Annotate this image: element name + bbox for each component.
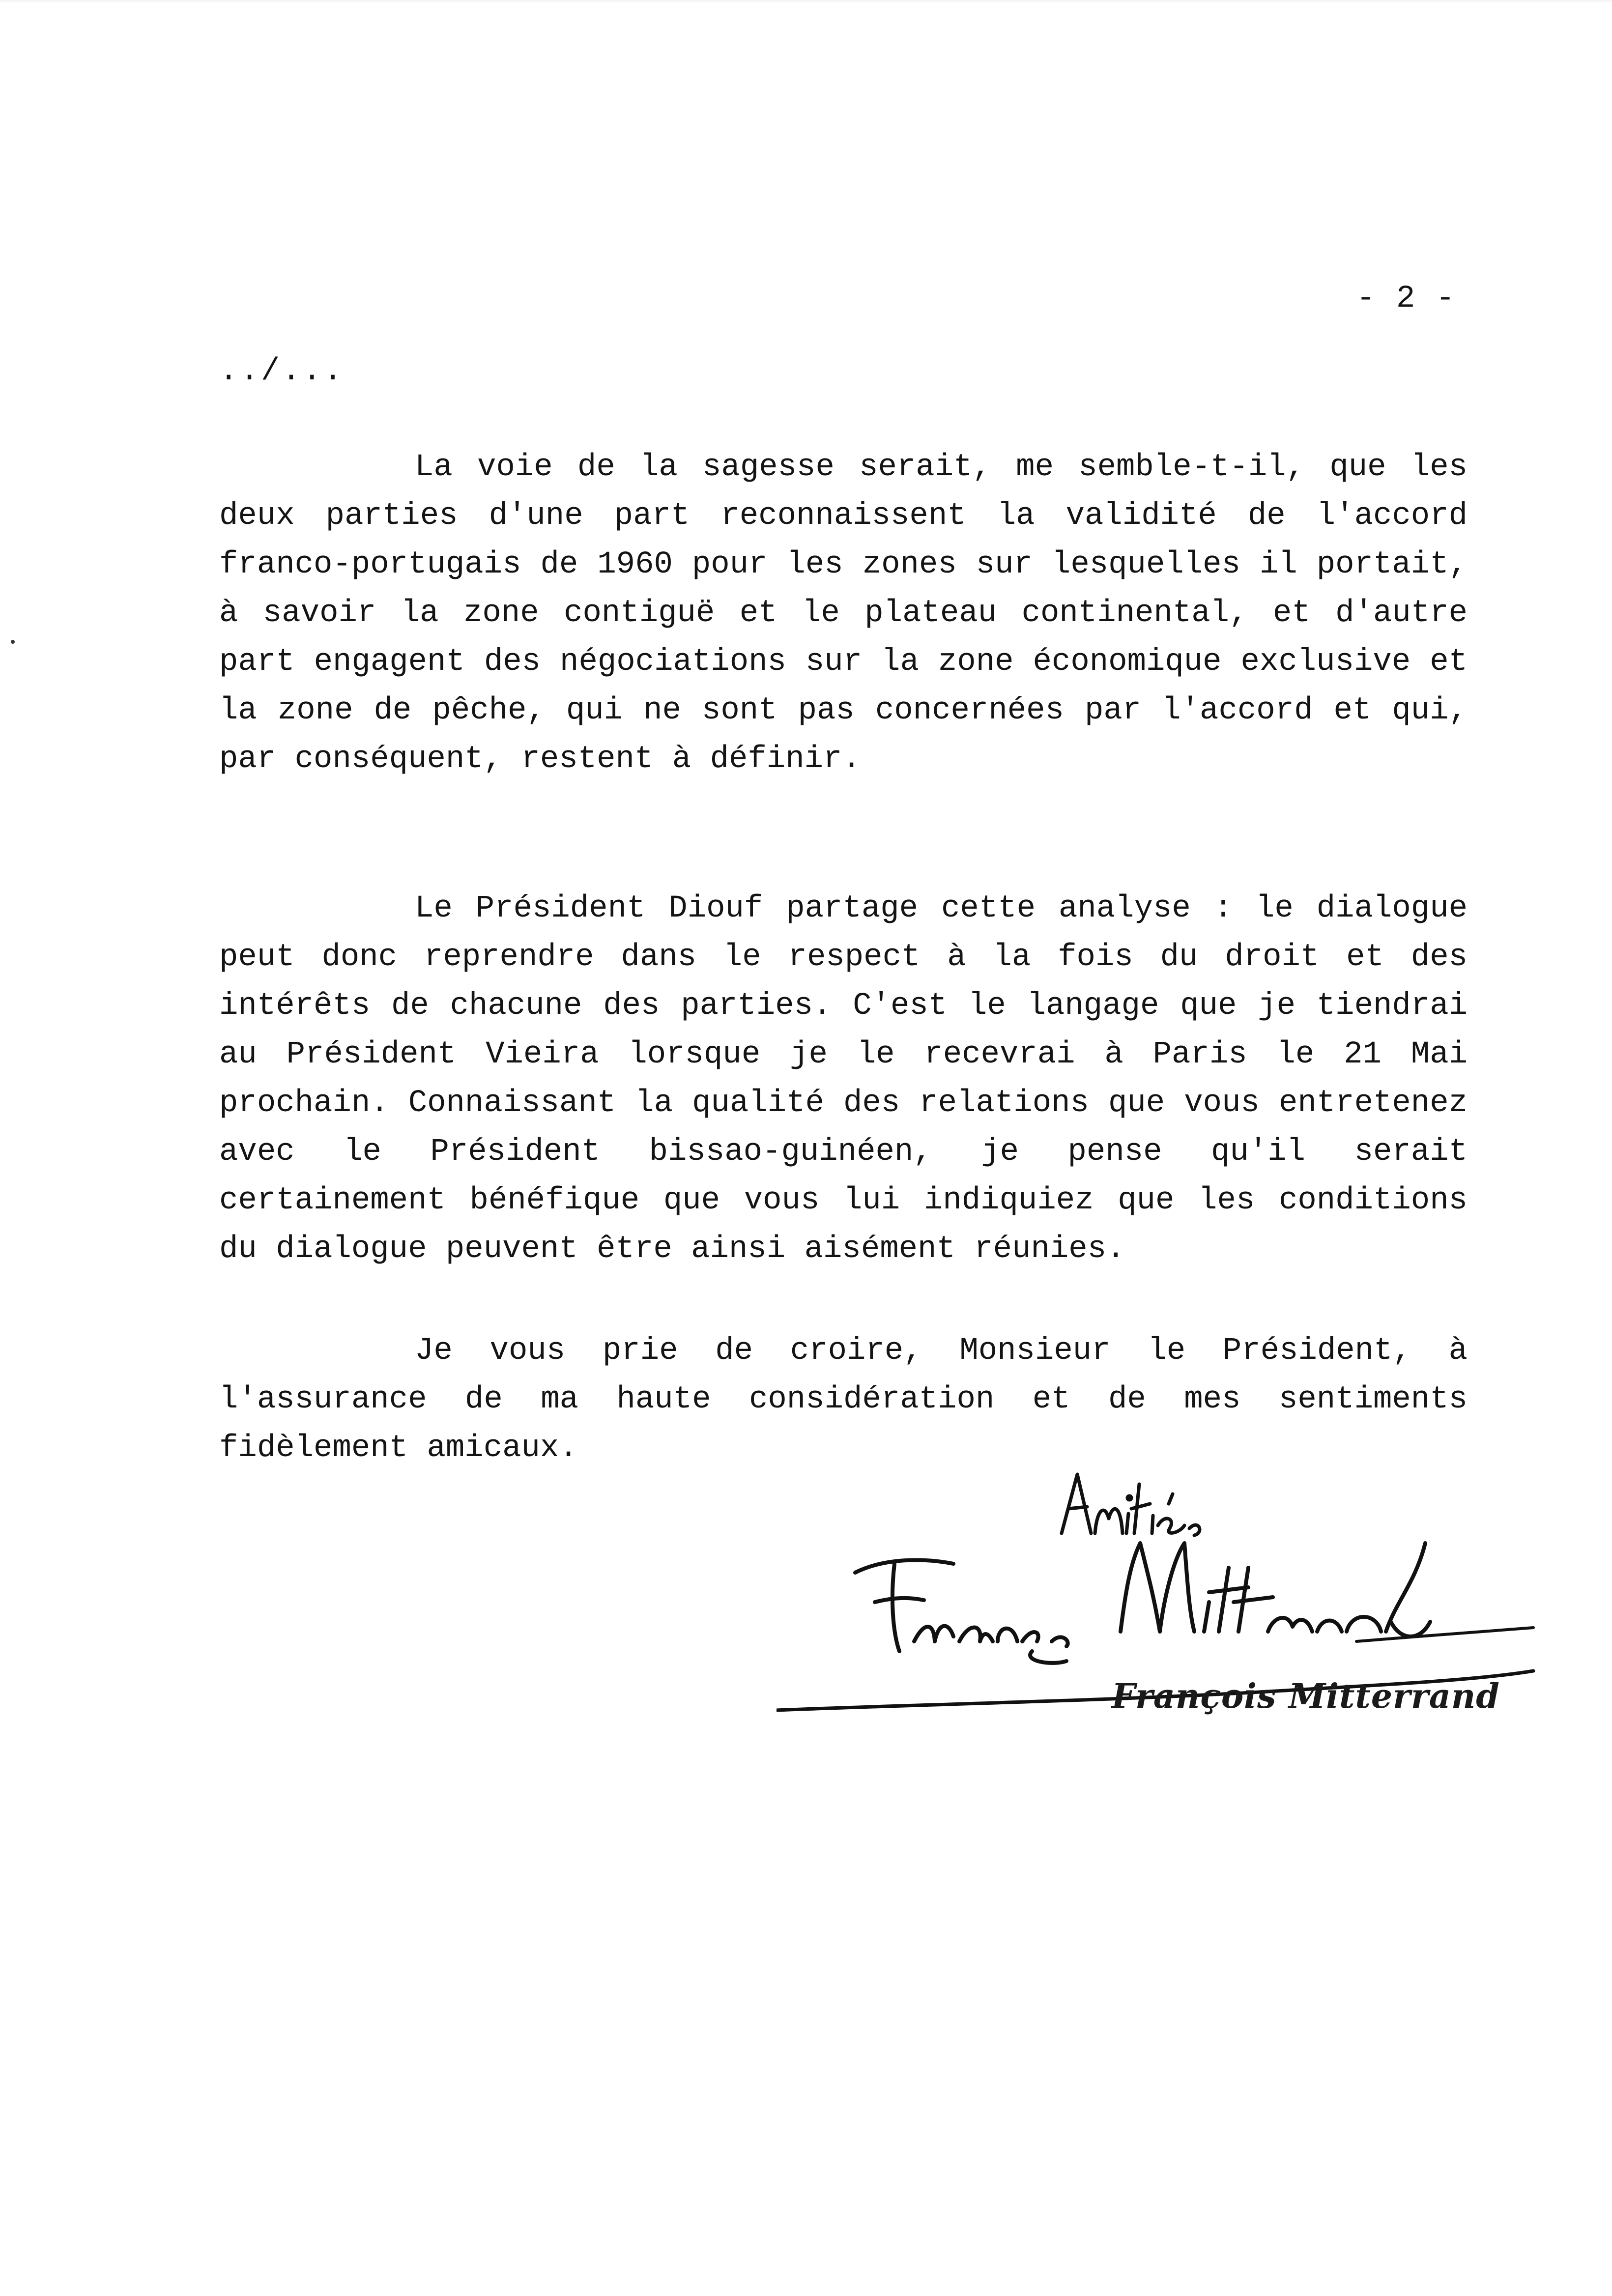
handwritten-greeting bbox=[1062, 1474, 1200, 1535]
signature-scribble bbox=[855, 1543, 1430, 1663]
typed-signature-name: François Mitterrand bbox=[1112, 1677, 1500, 1716]
continuation-marker: ../... bbox=[219, 354, 345, 389]
paragraph-closing: Je vous prie de croire, Monsieur le Président, à l'assurance de ma haute considération et de mes sentiments fidèlement amicaux. bbox=[219, 1333, 1468, 1466]
margin-mark bbox=[11, 640, 15, 644]
signature-flourish bbox=[1356, 1628, 1533, 1641]
page-number: - 2 - bbox=[1356, 281, 1456, 316]
paragraph-proposal: La voie de la sagesse serait, me semble-t-il, que les deux parties d'une part reconnaissent la validité de l'accord franco-portugais de 1960 pour les zones sur lesquelles il portait, à savoir la zone contiguë et le plateau continental, et d'autre part engagent des négociations sur la zone économique exclusive et la zone de pêche, qui ne sont pas concernées par l'accord et qui, par conséquent, restent à définir. bbox=[219, 450, 1468, 777]
paragraph-diouf-analysis: Le Président Diouf partage cette analyse : le dialogue peut donc reprendre dans le respect à la fois du droit et des intérêts de chacune des parties. C'est le langage que je tiendrai au Président Vieira lorsque je le recevrai à Paris le 21 Mai prochain. Connaissant la qualité des relations que vous entretenez avec le Président bissao-guinéen, je pense qu'il serait certainement bénéfique que vous lui indiquiez que les conditions du dialogue peuvent être ainsi aisément réunies. bbox=[219, 891, 1468, 1267]
page-top-edge bbox=[0, 0, 1612, 3]
